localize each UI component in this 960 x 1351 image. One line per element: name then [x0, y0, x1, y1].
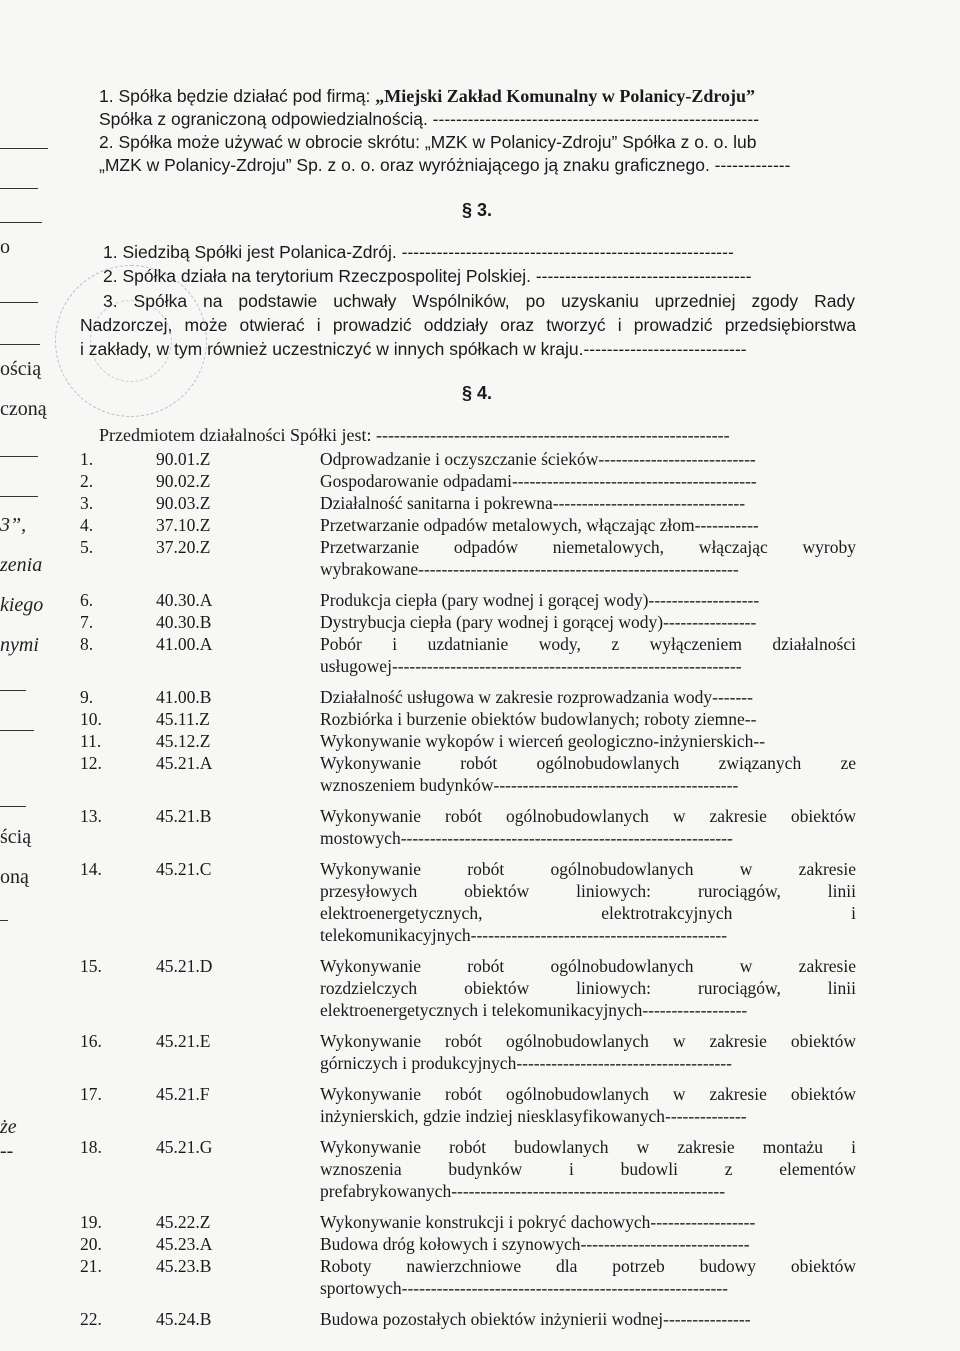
activity-pkd-code: 37.10.Z [156, 515, 211, 535]
activity-description [320, 1233, 856, 1255]
margin-fragment: ością [0, 358, 42, 380]
activity-number: 14. [80, 859, 102, 879]
activity-description [320, 1083, 856, 1127]
activity-description-line: mostowych--------------------------------------------------------- [320, 828, 733, 848]
margin-rule [0, 730, 34, 731]
activity-description [320, 514, 856, 536]
margin-rule [0, 302, 38, 303]
activity-row [80, 1083, 856, 1127]
activity-row [80, 1030, 856, 1074]
activity-row [80, 514, 856, 536]
margin-fragment: czoną [0, 398, 47, 420]
activity-pkd-code: 90.01.Z [156, 449, 211, 469]
paragraph-2-line-2: „MZK w Polanicy-Zdroju” Sp. z o. o. oraz wyróżniającego ją znaku graficznego. ------------- [99, 155, 791, 175]
margin-rule [0, 188, 38, 189]
activity-row [80, 955, 856, 1021]
activity-number: 11. [80, 731, 102, 751]
activity-description-line: Gospodarowanie odpadami------------------------------------------ [320, 471, 757, 491]
activity-description-line: Rozbiórka i burzenie obiektów budowlanych; roboty ziemne-- [320, 709, 757, 729]
activity-description-line: Działalność usługowa w zakresie rozprowadzania wody------- [320, 687, 753, 707]
activity-row [80, 633, 856, 677]
activity-description-line: Pobór i uzdatnianie wody, z wyłączeniem działalności [320, 634, 856, 654]
activity-description-line: Budowa dróg kołowych i szynowych----------------------------- [320, 1234, 750, 1254]
paragraph-1-line [99, 85, 755, 107]
margin-rule [0, 496, 38, 497]
activity-description [320, 1211, 856, 1233]
activity-description [320, 1136, 856, 1202]
paragraph-2-line-1: 2. Spółka może używać w obrocie skrótu: „MZK w Polanicy-Zdroju” Spółka z o. o. lub [99, 132, 757, 152]
left-margin-fragments [0, 0, 68, 1351]
activity-pkd-code: 45.23.B [156, 1256, 212, 1276]
activity-description-line: Wykonywanie robót ogólnobudowlanych w zakresie [320, 859, 856, 879]
activity-pkd-code: 41.00.A [156, 634, 213, 654]
activity-number: 17. [80, 1084, 102, 1104]
activity-row [80, 492, 856, 514]
activity-description [320, 805, 856, 849]
activity-description [320, 1030, 856, 1074]
activity-description-line: Budowa pozostałych obiektów inżynierii wodnej--------------- [320, 1309, 751, 1329]
activity-number: 13. [80, 806, 102, 826]
activity-description [320, 633, 856, 677]
margin-fragment: zenia [0, 554, 43, 576]
activity-number: 7. [80, 612, 94, 632]
activity-number: 19. [80, 1212, 102, 1232]
company-name: „Miejski Zakład Komunalny w Polanicy-Zdroju” [375, 86, 756, 106]
activity-pkd-code: 45.12.Z [156, 731, 211, 751]
activity-pkd-code: 45.21.A [156, 753, 213, 773]
activity-description-line: Przetwarzanie odpadów metalowych, włączając złom----------- [320, 515, 759, 535]
company-name-intro: 1. Spółka będzie działać pod firmą: [99, 86, 376, 106]
activity-description [320, 611, 856, 633]
margin-fragment: kiego [0, 594, 44, 616]
activity-description [320, 955, 856, 1021]
section-4-intro: Przedmiotem działalności Spółki jest: ----------------------------------------------------------- [99, 425, 730, 445]
activity-description-line: telekomunikacyjnych-------------------------------------------- [320, 925, 728, 945]
activity-number: 1. [80, 449, 94, 469]
activity-pkd-code: 45.22.Z [156, 1212, 211, 1232]
activity-description [320, 858, 856, 946]
activity-description-line: usługowej------------------------------------------------------------ [320, 656, 742, 676]
section-3-heading: § 3. [462, 200, 493, 220]
activity-pkd-code: 45.21.B [156, 806, 212, 826]
activity-row [80, 1136, 856, 1202]
section-3-item-3-line-1: 3. Spółka na podstawie uchwały Wspólników, po uzyskaniu uprzedniej zgody Rady [103, 291, 855, 311]
margin-fragment: -- [0, 1140, 14, 1162]
activity-description [320, 448, 856, 470]
activity-pkd-code: 45.21.F [156, 1084, 210, 1104]
margin-fragment: ścią [0, 826, 32, 848]
activity-number: 20. [80, 1234, 102, 1254]
activity-description-line: inżynierskich, gdzie indziej niesklasyfikowanych-------------- [320, 1106, 747, 1126]
activity-description-line: Działalność sanitarna i pokrewna--------------------------------- [320, 493, 746, 513]
margin-fragment: 3”, [0, 514, 27, 536]
activity-pkd-code: 90.02.Z [156, 471, 211, 491]
activity-description [320, 470, 856, 492]
activity-pkd-code: 45.23.A [156, 1234, 213, 1254]
activity-description-line: Dystrybucja ciepła (pary wodnej i gorącej wody)---------------- [320, 612, 757, 632]
activity-description-line: elektroenergetycznych i telekomunikacyjnych------------------ [320, 1000, 748, 1020]
activity-description [320, 708, 856, 730]
activity-number: 4. [80, 515, 94, 535]
margin-fragment: że [0, 1116, 17, 1138]
activity-description-line: Wykonywanie robót ogólnobudowlanych związanych ze [320, 753, 856, 773]
margin-fragment: o [0, 236, 10, 258]
activity-row [80, 448, 856, 470]
margin-rule [0, 222, 42, 223]
activity-description-line: elektroenergetycznych, elektrotrakcyjnych i [320, 903, 856, 923]
activity-description-line: Odprowadzanie i oczyszczanie ścieków--------------------------- [320, 449, 756, 469]
activity-description-line: Przetwarzanie odpadów niemetalowych, włączając wyroby [320, 537, 856, 557]
activity-pkd-code: 45.21.D [156, 956, 213, 976]
margin-rule [0, 344, 40, 345]
activity-description-line: Wykonywanie konstrukcji i pokryć dachowych------------------ [320, 1212, 756, 1232]
margin-rule [0, 456, 38, 457]
activity-row [80, 805, 856, 849]
paragraph-1-line-2: Spółka z ograniczoną odpowiedzialnością. -------------------------------------------------------- [99, 109, 760, 129]
activity-row [80, 730, 856, 752]
activity-pkd-code: 45.24.B [156, 1309, 212, 1329]
activity-description-line: Produkcja ciepła (pary wodnej i gorącej wody)------------------- [320, 590, 760, 610]
activity-description-line: górniczych i produkcyjnych------------------------------------- [320, 1053, 732, 1073]
activity-pkd-code: 45.21.E [156, 1031, 211, 1051]
activity-number: 22. [80, 1309, 102, 1329]
activity-row [80, 611, 856, 633]
activity-description-line: Wykonywanie wykopów i wierceń geologiczno-inżynierskich-- [320, 731, 766, 751]
activity-description-line: przesyłowych obiektów liniowych: rurociągów, linii [320, 881, 856, 901]
section-3-item-2: 2. Spółka działa na terytorium Rzeczpospolitej Polskiej. ------------------------------------- [103, 266, 752, 286]
activity-description-line: wznoszenia budynków i budowli z elementów [320, 1159, 856, 1179]
activity-number: 3. [80, 493, 94, 513]
activity-description-line: prefabrykowanych----------------------------------------------- [320, 1181, 726, 1201]
activity-row [80, 708, 856, 730]
activity-description-line: sportowych-------------------------------------------------------- [320, 1278, 729, 1298]
activity-number: 6. [80, 590, 94, 610]
activity-number: 16. [80, 1031, 102, 1051]
activity-pkd-code: 41.00.B [156, 687, 212, 707]
activity-row [80, 536, 856, 580]
activity-description-line: wznoszeniem budynków------------------------------------------ [320, 775, 739, 795]
activity-number: 2. [80, 471, 94, 491]
activity-description [320, 1308, 856, 1330]
activity-description-line: Wykonywanie robót ogólnobudowlanych w zakresie obiektów [320, 1084, 856, 1104]
activity-description-line: wybrakowane------------------------------------------------------- [320, 559, 739, 579]
activity-row [80, 686, 856, 708]
activity-row [80, 858, 856, 946]
section-3-item-1: 1. Siedzibą Spółki jest Polanica-Zdrój. --------------------------------------------------------- [103, 242, 734, 262]
activity-row [80, 470, 856, 492]
activity-description-line: Wykonywanie robót ogólnobudowlanych w zakresie obiektów [320, 806, 856, 826]
activity-description [320, 536, 856, 580]
activity-number: 15. [80, 956, 102, 976]
activity-table [80, 448, 856, 1330]
margin-rule [0, 920, 8, 921]
activity-number: 10. [80, 709, 102, 729]
activity-pkd-code: 40.30.A [156, 590, 213, 610]
activity-description-line: rozdzielczych obiektów liniowych: rurociągów, linii [320, 978, 856, 998]
margin-fragment: nymi [0, 634, 39, 656]
activity-description [320, 730, 856, 752]
activity-description [320, 752, 856, 796]
activity-number: 21. [80, 1256, 102, 1276]
activity-number: 5. [80, 537, 94, 557]
activity-row [80, 752, 856, 796]
margin-fragment: oną [0, 866, 29, 888]
activity-description-line: Wykonywanie robót budowlanych w zakresie montażu i [320, 1137, 856, 1157]
activity-pkd-code: 45.11.Z [156, 709, 210, 729]
margin-rule [0, 148, 48, 149]
activity-pkd-code: 40.30.B [156, 612, 212, 632]
activity-row [80, 1211, 856, 1233]
activity-description [320, 1255, 856, 1299]
section-3-item-3-line-3: i zakłady, w tym również uczestniczyć w innych spółkach w kraju.---------------------------- [80, 339, 747, 359]
activity-row [80, 1255, 856, 1299]
section-4-heading: § 4. [462, 383, 493, 403]
activity-number: 12. [80, 753, 102, 773]
activity-description-line: Roboty nawierzchniowe dla potrzeb budowy obiektów [320, 1256, 856, 1276]
activity-row [80, 589, 856, 611]
activity-description-line: Wykonywanie robót ogólnobudowlanych w zakresie obiektów [320, 1031, 856, 1051]
activity-pkd-code: 45.21.C [156, 859, 212, 879]
margin-rule [0, 806, 26, 807]
activity-number: 8. [80, 634, 94, 654]
section-3-item-3-line-2: Nadzorczej, może otwierać i prowadzić oddziały oraz tworzyć i prowadzić przedsiębiorstwa [80, 315, 856, 335]
activity-row [80, 1233, 856, 1255]
activity-description [320, 686, 856, 708]
activity-number: 9. [80, 687, 94, 707]
margin-rule [0, 690, 26, 691]
activity-row [80, 1308, 856, 1330]
activity-pkd-code: 45.21.G [156, 1137, 213, 1157]
activity-description [320, 589, 856, 611]
activity-description [320, 492, 856, 514]
activity-number: 18. [80, 1137, 102, 1157]
activity-pkd-code: 37.20.Z [156, 537, 211, 557]
activity-pkd-code: 90.03.Z [156, 493, 211, 513]
activity-description-line: Wykonywanie robót ogólnobudowlanych w zakresie [320, 956, 856, 976]
